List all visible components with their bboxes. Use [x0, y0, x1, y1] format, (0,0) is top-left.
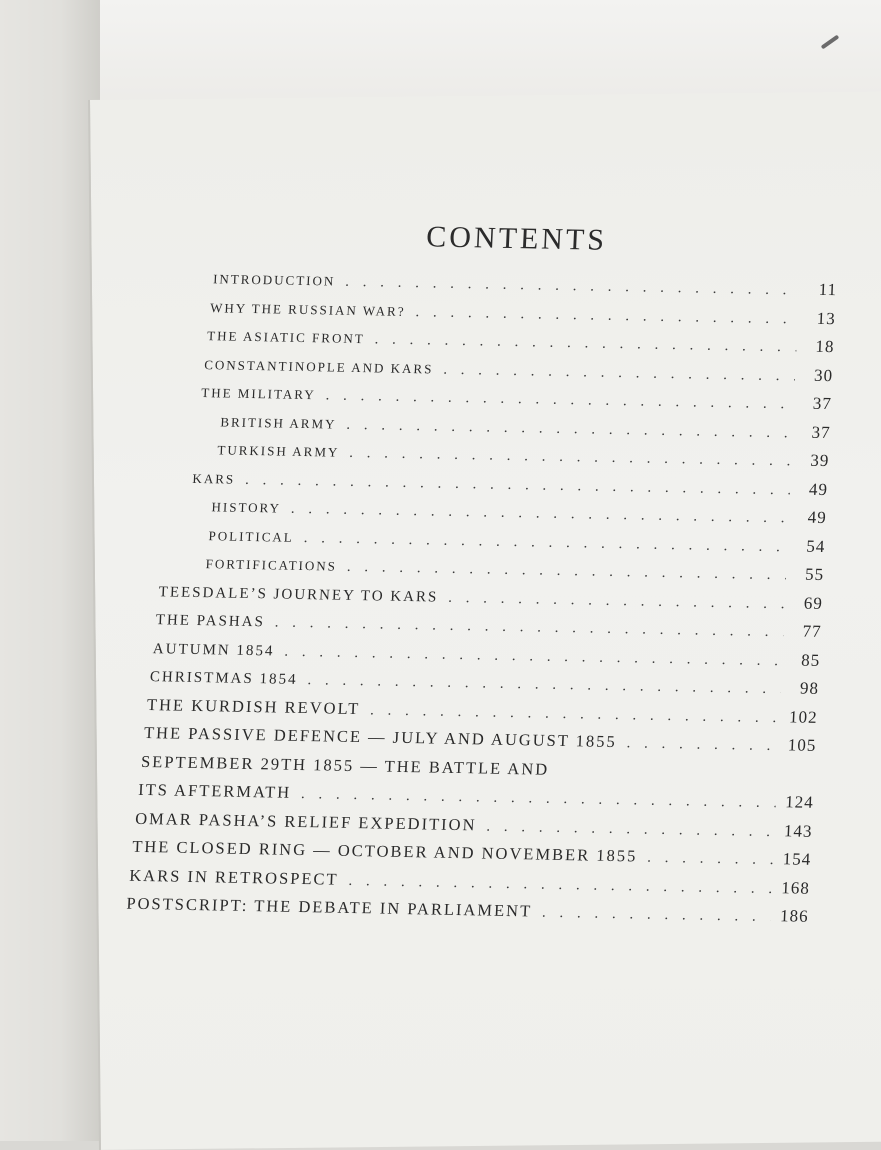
- toc-page-number: 98: [799, 678, 820, 698]
- toc-page-number: 18: [815, 336, 835, 357]
- toc-leader-dots: [348, 872, 772, 897]
- toc-leader-dots: [370, 702, 780, 727]
- table-of-contents: [118, 215, 840, 935]
- toc-entry-title: THE CLOSED RING — OCTOBER AND NOVEMBER 1855: [131, 836, 638, 866]
- toc-entry-title: CONSTANTINOPLE AND KARS: [203, 356, 434, 376]
- toc-leader-dots: [443, 361, 796, 385]
- toc-page-number: 39: [809, 450, 830, 471]
- toc-entry-title: THE MILITARY: [201, 385, 317, 403]
- toc-page-number: 30: [813, 365, 834, 385]
- toc-list: [118, 267, 838, 935]
- toc-page-number: [783, 779, 815, 780]
- toc-entry-title: BRITISH ARMY: [220, 413, 337, 432]
- toc-leader-dots: [349, 445, 792, 470]
- toc-entry-title: CHRISTMAS 1854: [149, 669, 298, 688]
- toc-leader-dots: [542, 905, 771, 926]
- toc-entry-title: THE ASIATIC FRONT: [206, 328, 366, 347]
- toc-entry-title: FORTIFICATIONS: [205, 556, 338, 574]
- toc-page-number: 143: [783, 820, 813, 841]
- toc-entry-title: ITS AFTERMATH: [137, 779, 292, 802]
- toc-entry-title: WHY THE RUSSIAN WAR?: [209, 299, 406, 319]
- toc-entry-title: SEPTEMBER 29TH 1855 — THE BATTLE AND: [140, 751, 550, 779]
- toc-page-number: 105: [787, 735, 817, 755]
- toc-leader-dots: [415, 304, 798, 328]
- left-page-edge: [0, 0, 100, 1141]
- contents-heading: CONTENTS: [425, 220, 608, 257]
- toc-page-number: 37: [811, 422, 832, 442]
- toc-page-number: 54: [806, 536, 826, 556]
- toc-leader-dots: [647, 850, 774, 869]
- toc-entry-title: AUTUMN 1854: [152, 640, 275, 659]
- toc-entry-title: INTRODUCTION: [212, 271, 336, 289]
- toc-entry-title: THE PASSIVE DEFENCE — JULY AND AUGUST 1855: [143, 722, 618, 752]
- toc-entry-title: POLITICAL: [208, 527, 295, 545]
- toc-entry-title: TEESDALE’S JOURNEY TO KARS: [158, 583, 439, 606]
- toc-page-number: 124: [784, 792, 815, 812]
- toc-leader-dots: [346, 416, 793, 442]
- toc-entry-title: HISTORY: [211, 499, 282, 516]
- toc-page-number: 168: [780, 877, 811, 898]
- toc-page-number: 77: [802, 621, 822, 641]
- toc-entry-title: THE PASHAS: [155, 612, 266, 631]
- toc-page-number: 37: [812, 393, 833, 414]
- toc-page-number: 49: [807, 507, 828, 528]
- toc-entry-title: THE KURDISH REVOLT: [146, 694, 361, 718]
- toc-leader-dots: [301, 786, 776, 812]
- toc-leader-dots: [307, 672, 781, 698]
- toc-leader-dots: [559, 774, 777, 778]
- toc-entry-title: OMAR PASHA’S RELIEF EXPEDITION: [134, 808, 477, 834]
- toc-page-number: 11: [818, 279, 838, 300]
- toc-entry-title: KARS IN RETROSPECT: [128, 865, 340, 889]
- toc-page-number: 49: [808, 479, 829, 499]
- toc-leader-dots: [486, 818, 775, 841]
- toc-leader-dots: [448, 589, 785, 612]
- toc-entry-title: TURKISH ARMY: [217, 442, 340, 460]
- toc-leader-dots: [303, 530, 787, 556]
- toc-leader-dots: [374, 331, 796, 356]
- toc-leader-dots: [626, 735, 778, 755]
- toc-page-number: 154: [782, 849, 812, 869]
- toc-leader-dots: [346, 559, 786, 584]
- toc-leader-dots: [345, 274, 799, 300]
- toc-page-number: 102: [788, 706, 819, 727]
- toc-page-number: 85: [800, 650, 821, 670]
- toc-page-number: 13: [816, 308, 837, 328]
- toc-entry-title: POSTSCRIPT: THE DEBATE IN PARLIAMENT: [126, 893, 533, 921]
- toc-page-number: 69: [803, 593, 824, 613]
- toc-leader-dots: [325, 387, 794, 413]
- toc-page-number: 186: [779, 906, 810, 926]
- toc-entry-title: KARS: [192, 470, 236, 487]
- toc-page-number: 55: [804, 564, 825, 585]
